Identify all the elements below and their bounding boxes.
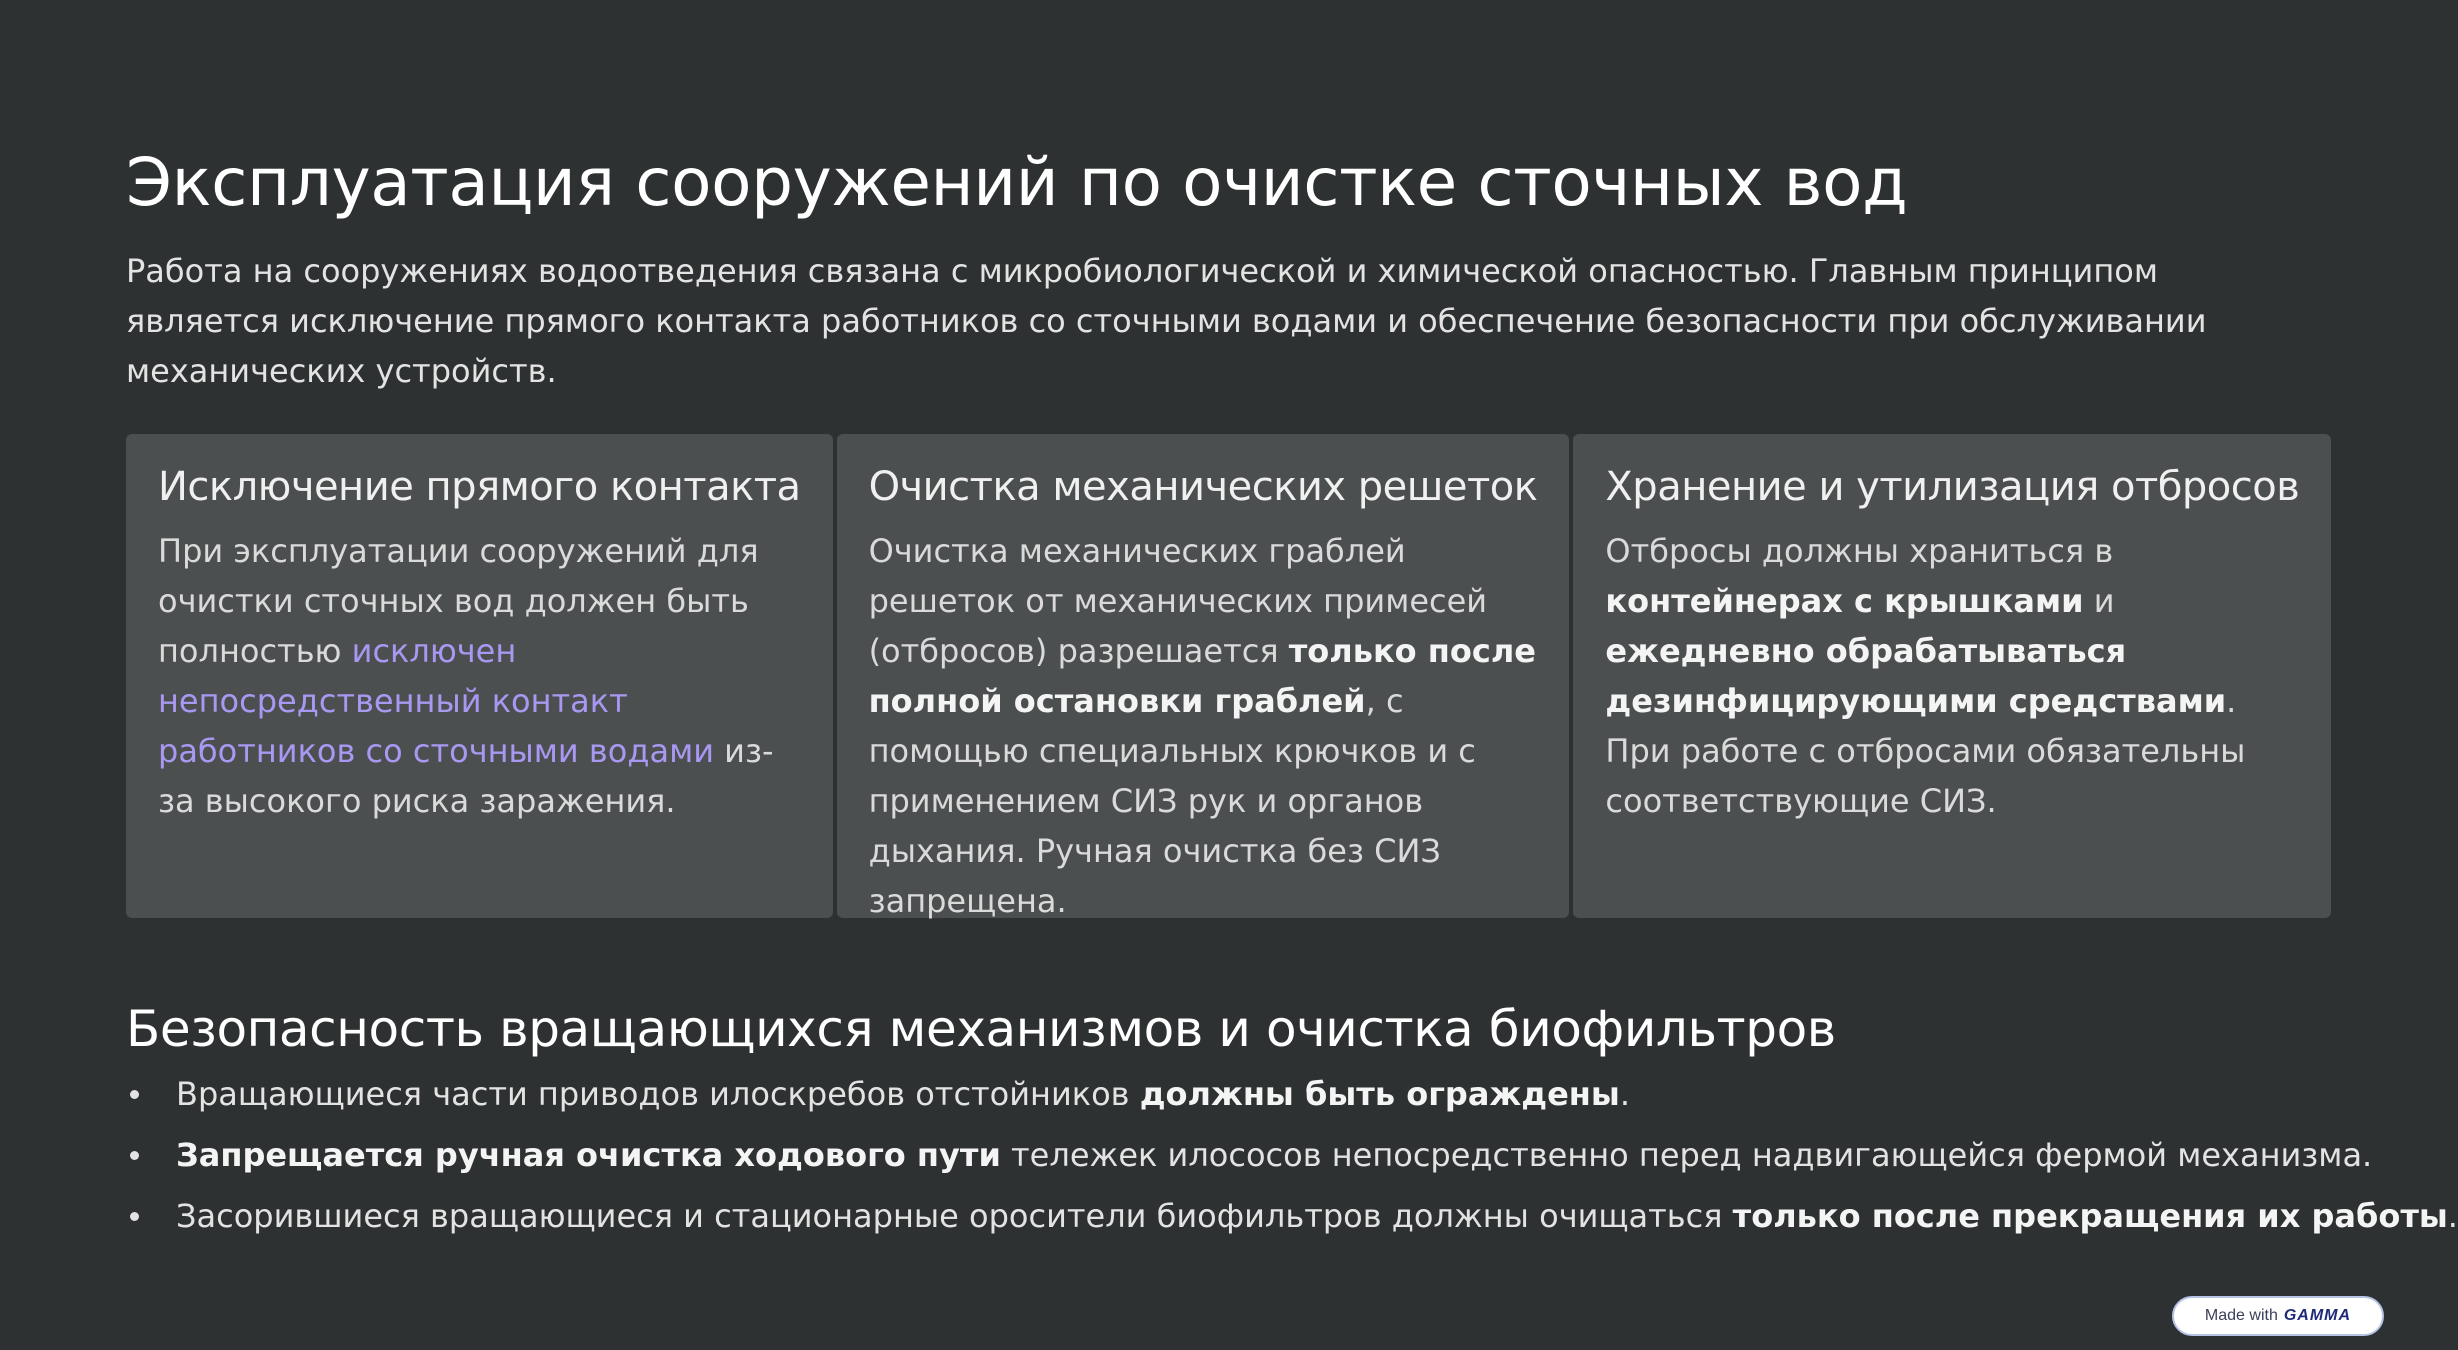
highlight-link-text: исключен непосредственный контакт работников со сточными водами <box>158 632 714 770</box>
bullet-text: Засорившиеся вращающиеся и стационарные оросители биофильтров должны очищаться <box>176 1197 1733 1235</box>
intro-paragraph: Работа на сооружениях водоотведения связана с микробиологической и химической опасностью. Главным принципом является исключение прямого контакта работников со сточными водами и обеспечение безопасности при обслуживании механических устройств. <box>126 252 2207 390</box>
card-bold-text: ежедневно обрабатываться дезинфицирующими средствами <box>1605 632 2227 720</box>
bullet-text: . <box>2447 1197 2458 1235</box>
made-with-gamma-badge[interactable] <box>2172 1296 2384 1336</box>
card-text-part: Отбросы должны храниться в <box>1605 532 2114 570</box>
card-mechanical-screens <box>837 434 1570 918</box>
list-item <box>126 1072 2458 1116</box>
bullet-bold-text: должны быть ограждены <box>1139 1075 1620 1113</box>
card-title: Исключение прямого контакта <box>158 464 801 510</box>
page-title: Эксплуатация сооружений по очистке сточных вод <box>126 144 1908 222</box>
card-no-contact <box>126 434 833 918</box>
card-text-part: , с помощью специальных крючков и с применением СИЗ рук и органов дыхания. Ручная очистка без СИЗ запрещена. <box>868 682 1476 920</box>
bullet-icon <box>130 1151 139 1160</box>
bullet-text: . <box>1619 1075 1631 1113</box>
badge-prefix: Made with <box>2204 1307 2278 1324</box>
card-text-part: Очистка механических граблей решеток от механических примесей (отбросов) разрешается <box>868 532 1488 670</box>
card-bold-text: только после полной остановки граблей <box>868 632 1536 720</box>
card-text-part: и <box>2083 582 2115 620</box>
bullet-bold-text: Запрещается ручная очистка ходового пути <box>176 1136 1001 1174</box>
bullet-list <box>126 1072 2458 1255</box>
bullet-icon <box>130 1212 139 1221</box>
card-text-part: При эксплуатации сооружений для очистки сточных вод должен быть полностью <box>158 532 759 670</box>
card-text <box>158 526 801 826</box>
card-title: Хранение и утилизация отбросов <box>1605 464 2300 510</box>
card-text <box>869 526 1538 926</box>
list-item <box>126 1133 2458 1177</box>
bullet-text: Вращающиеся части приводов илоскребов отстойников <box>176 1075 1140 1113</box>
cards-row <box>126 434 2300 920</box>
card-title: Очистка механических решеток <box>868 464 1538 510</box>
list-item <box>126 1194 2458 1238</box>
bullet-text: тележек илососов непосредственно перед надвигающейся фермой механизма. <box>1000 1136 2373 1174</box>
card-text <box>1605 526 2299 826</box>
card-text-part: . При работе с отбросами обязательны соответствующие СИЗ. <box>1605 682 2246 820</box>
bullet-bold-text: только после прекращения их работы <box>1732 1197 2448 1235</box>
section-subtitle: Безопасность вращающихся механизмов и очистка биофильтров <box>126 999 1836 1058</box>
card-bold-text: контейнерах с крышками <box>1605 582 2084 620</box>
card-waste-storage <box>1573 434 2331 918</box>
bullet-icon <box>130 1090 139 1099</box>
gamma-logo: GAMMA <box>2283 1307 2352 1324</box>
card-text-part: из-за высокого риска заражения. <box>158 732 774 820</box>
